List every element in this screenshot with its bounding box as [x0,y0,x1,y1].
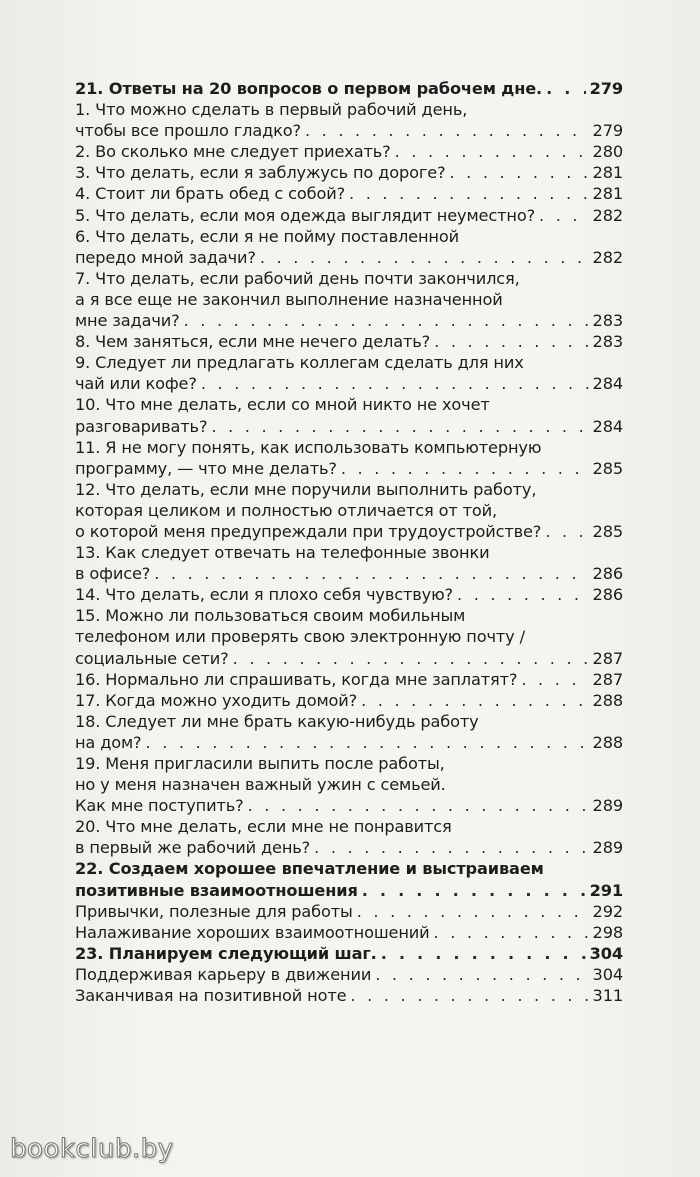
toc-entry [75,584,623,605]
toc-page-number: 289 [592,796,623,816]
toc-line [75,268,623,289]
toc-entry [75,816,623,858]
toc-line [75,943,623,964]
dot-leader [211,416,588,437]
dot-leader [260,247,589,268]
toc-entry [75,901,623,922]
toc-page-number: 287 [592,648,623,668]
dot-leader [539,205,589,226]
toc-entry [75,352,623,394]
toc-line [75,901,623,922]
toc-entry [75,542,623,584]
toc-line [75,774,623,795]
toc-entry [75,669,623,690]
toc-line [75,837,623,858]
toc-page-number: 282 [592,205,623,225]
toc-line [75,964,623,985]
toc-page-number: 283 [592,332,623,352]
toc-entry [75,183,623,204]
dot-leader [357,901,589,922]
toc-page-number: 285 [592,458,623,478]
toc-entry [75,78,623,99]
toc-line [75,373,623,394]
toc-line [75,394,623,415]
toc-line [75,289,623,310]
toc-page-number: 280 [592,142,623,162]
dot-leader [521,669,588,690]
dot-leader [154,563,588,584]
dot-leader [233,648,589,669]
toc-entry [75,690,623,711]
toc-entry [75,605,623,668]
toc-entry-title: 11. Я не могу понять, как использовать компьютерную [75,437,542,457]
toc-entry-title: чай или кофе? [75,374,197,394]
toc-line [75,479,623,500]
dot-leader [457,584,589,605]
toc-page-number: 289 [592,838,623,858]
toc-entry-title: в офисе? [75,564,151,584]
toc-entry-title: разговаривать? [75,416,208,436]
toc-line [75,648,623,669]
toc-entry-title: чтобы все прошло гладко? [75,121,301,141]
toc-line [75,99,623,120]
toc-page-number: 283 [592,311,623,331]
toc-entry-title: в первый же рабочий день? [75,838,311,858]
dot-leader [201,373,589,394]
toc-entry [75,141,623,162]
toc-line [75,795,623,816]
toc-page-number: 284 [592,416,623,436]
toc-line [75,584,623,605]
toc-line [75,437,623,458]
toc-line [75,626,623,647]
toc-line [75,669,623,690]
toc-entry [75,964,623,985]
toc-entry-title: 5. Что делать, если моя одежда выглядит неуместно? [75,205,536,225]
toc-line [75,141,623,162]
toc-page-number: 287 [592,669,623,689]
dot-leader [248,795,589,816]
toc-entry-title: телефоном или проверять свою электронную почту / [75,627,525,647]
toc-entry-title: Поддерживая карьеру в движении [75,964,372,984]
toc-entry [75,331,623,352]
toc-entry-title: позитивные взаимоотношения [75,880,358,900]
toc-line [75,922,623,943]
toc-entry-title: 12. Что делать, если мне поручили выполнить работу, [75,479,537,499]
toc-page-number: 288 [592,690,623,710]
toc-line [75,690,623,711]
toc-entry-title: 13. Как следует отвечать на телефонные звонки [75,543,490,563]
toc-page-number: 279 [589,79,623,98]
toc-line [75,563,623,584]
dot-leader [449,162,588,183]
table-of-contents [75,78,623,1006]
toc-entry-title: но у меня назначен важный ужин с семьей. [75,775,446,795]
dot-leader [395,141,589,162]
dot-leader [341,458,589,479]
dot-leader [545,521,588,542]
dot-leader [146,732,589,753]
toc-entry-title: 9. Следует ли предлагать коллегам сделать для них [75,353,524,373]
toc-line [75,458,623,479]
toc-entry-title: на дом? [75,732,142,752]
toc-entry-title: мне задачи? [75,311,180,331]
toc-entry-title: которая целиком и полностью отличается от той, [75,500,498,520]
toc-page-number: 292 [592,901,623,921]
toc-line [75,183,623,204]
toc-line [75,732,623,753]
toc-page-number: 304 [589,943,623,963]
toc-page-number: 279 [592,121,623,141]
dot-leader [362,880,586,901]
toc-page-number: 298 [592,922,623,942]
toc-entry [75,394,623,436]
toc-entry [75,226,623,268]
toc-page-number: 311 [592,986,623,1006]
toc-page-number: 281 [592,184,623,204]
toc-entry-title: 10. Что мне делать, если со мной никто не хочет [75,395,490,415]
toc-entry [75,479,623,542]
toc-line [75,162,623,183]
dot-leader [381,943,586,964]
toc-line [75,858,623,879]
toc-line [75,352,623,373]
dot-leader [434,331,588,352]
toc-entry-title: социальные сети? [75,648,229,668]
toc-page-number: 282 [592,247,623,267]
toc-line [75,521,623,542]
toc-page-number: 286 [592,585,623,605]
toc-entry-title: 20. Что мне делать, если мне не понравится [75,817,452,837]
toc-entry-title: 23. Планируем следующий шаг. [75,943,377,963]
toc-entry-title: Заканчивая на позитивной ноте [75,986,347,1006]
toc-page-number: 285 [592,521,623,541]
toc-line [75,753,623,774]
toc-page-number: 286 [592,564,623,584]
toc-entry-title: 7. Что делать, если рабочий день почти закончился, [75,268,520,288]
toc-line [75,416,623,437]
toc-entry-title: 4. Стоит ли брать обед с собой? [75,184,346,204]
toc-page-number: 288 [592,732,623,752]
toc-line [75,880,623,901]
toc-line [75,205,623,226]
bookclub-watermark: bookclub.by [10,1134,174,1164]
toc-line [75,542,623,563]
toc-line [75,226,623,247]
toc-entry-title: программу, — что мне делать? [75,458,337,478]
toc-entry [75,162,623,183]
toc-line [75,247,623,268]
toc-entry [75,858,623,900]
toc-entry-title: Как мне поступить? [75,796,244,816]
toc-entry [75,943,623,964]
dot-leader [349,183,589,204]
toc-entry [75,99,623,141]
toc-entry [75,922,623,943]
toc-line [75,605,623,626]
toc-line [75,331,623,352]
dot-leader [375,964,588,985]
toc-entry-title: 19. Меня пригласили выпить после работы, [75,754,445,773]
toc-line [75,816,623,837]
toc-line [75,985,623,1006]
dot-leader [305,120,589,141]
toc-page-number: 284 [592,374,623,394]
toc-entry [75,268,623,331]
toc-entry-title: 17. Когда можно уходить домой? [75,690,358,710]
toc-entry [75,753,623,816]
toc-page-number: 304 [592,964,623,984]
toc-line [75,711,623,732]
dot-leader [314,837,588,858]
toc-line [75,500,623,521]
toc-entry [75,985,623,1006]
toc-entry-title: 2. Во сколько мне следует приехать? [75,142,391,162]
toc-entry-title: 22. Создаем хорошее впечатление и выстраиваем [75,859,544,879]
toc-entry-title: 18. Следует ли мне брать какую-нибудь работу [75,711,479,731]
toc-entry-title: 1. Что можно сделать в первый рабочий день, [75,100,468,120]
toc-line [75,310,623,331]
toc-entry-title: Привычки, полезные для работы [75,901,353,921]
toc-entry-title: 8. Чем заняться, если мне нечего делать? [75,332,431,352]
toc-entry-title: Налаживание хороших взаимоотношений [75,922,430,942]
toc-page-number: 291 [589,880,623,900]
toc-entry-title: 3. Что делать, если я заблужусь по дороге? [75,163,446,183]
toc-entry [75,711,623,753]
toc-entry-title: 14. Что делать, если я плохо себя чувствую? [75,585,453,605]
toc-entry-title: 16. Нормально ли спрашивать, когда мне заплатят? [75,669,518,689]
dot-leader [350,985,588,1006]
toc-entry-title: передо мной задачи? [75,247,256,267]
toc-entry-title: 21. Ответы на 20 вопросов о первом рабочем дне. [75,79,543,98]
toc-entry-title: 15. Можно ли пользоваться своим мобильным [75,606,466,626]
toc-line [75,78,623,99]
toc-entry [75,437,623,479]
toc-page-number: 281 [592,163,623,183]
toc-entry-title: а я все еще не закончил выполнение назначенной [75,289,503,309]
toc-entry-title: о которой меня предупреждали при трудоустройстве? [75,521,542,541]
dot-leader [184,310,589,331]
toc-line [75,120,623,141]
dot-leader [434,922,589,943]
dot-leader [361,690,588,711]
dot-leader [546,78,586,99]
toc-entry-title: 6. Что делать, если я не пойму поставленной [75,226,459,246]
toc-entry [75,205,623,226]
